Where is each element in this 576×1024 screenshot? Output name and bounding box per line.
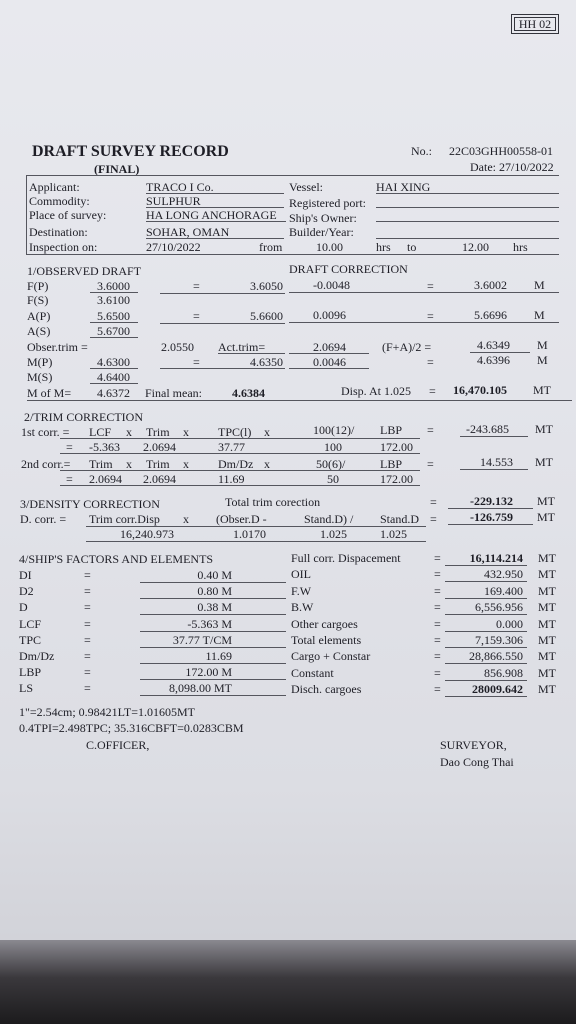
- first-100: 100: [324, 440, 342, 454]
- registered-label: Registered port:: [289, 196, 366, 210]
- fa2-underline: [470, 352, 530, 353]
- act-trim-value: 4.6350: [250, 355, 283, 369]
- commodity-label: Commodity:: [29, 194, 90, 208]
- factor-label: LBP: [19, 665, 42, 680]
- ap-value: 5.6500: [97, 309, 130, 323]
- observed-heading: 1/OBSERVED DRAFT: [27, 264, 142, 278]
- element-label: Cargo + Constar: [291, 649, 371, 664]
- applicant-label: Applicant:: [29, 180, 80, 194]
- element-equals: =: [434, 551, 441, 565]
- element-underline: [445, 696, 527, 697]
- inspection-label: Inspection on:: [29, 240, 98, 254]
- factor-value: 8,098.00 MT: [169, 681, 232, 696]
- density-heading: 3/DENSITY CORRECTION: [20, 497, 160, 511]
- first-trim-label: Trim: [146, 425, 170, 439]
- element-label: B.W: [291, 600, 314, 615]
- first-tpc-value: 37.77: [218, 440, 245, 454]
- factor-underline: [140, 614, 286, 615]
- factor-label: LCF: [19, 616, 42, 631]
- factor-value: 37.77 T/CM: [172, 632, 232, 647]
- factor-underline: [140, 598, 286, 599]
- fa2-label: (F+A)/2 =: [382, 340, 432, 354]
- element-value: 28009.642: [472, 682, 523, 697]
- document-title: DRAFT SURVEY RECORD: [32, 143, 229, 160]
- mp-underline: [90, 368, 138, 369]
- m-result: 4.6396: [477, 353, 510, 367]
- stand-d-label: Stand.D) /: [304, 512, 354, 526]
- hrs-label-2: hrs: [513, 240, 528, 254]
- stand-d2-label: Stand.D: [380, 512, 419, 526]
- second-lbp-value: 172.00: [380, 472, 413, 486]
- fa2-value: 4.6349: [477, 338, 510, 352]
- element-underline: [445, 614, 527, 615]
- factor-value: 0.38 M: [197, 600, 232, 615]
- second-50-6: 50(6)/: [316, 457, 346, 471]
- factor-underline: [140, 679, 286, 680]
- first-corr-label: 1st corr. =: [21, 425, 70, 439]
- dcorr-std-value: 1.025: [320, 527, 347, 541]
- second-dmdz-value: 11.69: [218, 472, 245, 486]
- total-trim-unit: MT: [537, 494, 555, 508]
- vessel-value: HAI XING: [376, 180, 431, 194]
- reference-box: HH 02: [511, 14, 559, 34]
- element-label: OIL: [291, 567, 311, 582]
- ms-label: M(S): [27, 370, 53, 384]
- observed-bottom-line: [27, 400, 572, 401]
- element-unit: MT: [538, 649, 556, 664]
- as-underline: [90, 337, 138, 338]
- factor-equals: =: [84, 600, 91, 615]
- place-label: Place of survey:: [29, 208, 107, 222]
- second-equals-2: =: [66, 472, 73, 486]
- element-equals: =: [434, 633, 441, 647]
- second-trim-label-2: Trim: [146, 457, 170, 471]
- dcorr-disp-value: 16,240.973: [120, 527, 174, 541]
- disp-label: Disp. At 1.025: [341, 384, 412, 398]
- chief-officer-label: C.OFFICER,: [86, 738, 150, 752]
- element-value: 0.000: [496, 616, 523, 631]
- fp-label: F(P): [27, 279, 49, 293]
- as-value: 5.6700: [97, 324, 130, 338]
- element-unit: MT: [538, 567, 556, 582]
- no-value: 22C03GHH00558-01: [449, 144, 553, 158]
- mp-value: 4.6300: [97, 355, 130, 369]
- document-subtitle: (FINAL): [94, 162, 140, 176]
- element-underline: [445, 581, 527, 582]
- destination-value: SOHAR, OMAN: [146, 225, 230, 239]
- element-underline: [445, 565, 527, 566]
- hrs-label-1: hrs: [376, 240, 391, 254]
- first-100-12: 100(12)/: [313, 423, 355, 437]
- element-equals: =: [434, 649, 441, 664]
- dcorr-x: x: [183, 512, 189, 526]
- first-corr-underline: [460, 436, 528, 437]
- act-trim-label: Act.trim=: [218, 340, 266, 354]
- first-equals-2: =: [66, 440, 73, 454]
- obser-d-label: (Obser.D -: [216, 512, 267, 526]
- surveyor-name: Dao Cong Thai: [440, 755, 514, 769]
- dcorr-obs-value: 1.0170: [233, 527, 266, 541]
- ms-value: 4.6400: [97, 370, 130, 384]
- factor-value: 172.00 M: [185, 665, 232, 680]
- date: Date: 27/10/2022: [470, 160, 554, 174]
- element-equals: =: [434, 567, 441, 582]
- dcorr-value: -126.759: [470, 510, 513, 524]
- final-mean-value: 4.6384: [232, 386, 265, 400]
- factor-underline: [140, 582, 286, 583]
- header-bottom-line: [26, 254, 559, 255]
- disp-equals: =: [429, 384, 436, 398]
- destination-underline: [146, 238, 284, 239]
- vessel-label: Vessel:: [289, 180, 323, 194]
- first-trim-value: 2.0694: [143, 440, 176, 454]
- second-lbp-label: LBP: [380, 457, 403, 471]
- element-unit: MT: [538, 583, 556, 598]
- factor-value: 11.69: [205, 649, 232, 663]
- element-underline: [445, 631, 527, 632]
- first-lcf-value: -5.363: [89, 440, 120, 454]
- fs-label: F(S): [27, 293, 49, 307]
- element-equals: =: [434, 616, 441, 631]
- factor-underline: [140, 647, 286, 648]
- first-equals: =: [427, 423, 434, 437]
- f-equals: =: [193, 279, 200, 293]
- second-dmdz-label: Dm/Dz: [218, 457, 254, 471]
- second-trim-value-1: 2.0694: [89, 472, 122, 486]
- mofm-value: 4.6372: [97, 386, 130, 400]
- second-corr-underline: [460, 469, 528, 470]
- trim-correction-underline: [289, 353, 369, 354]
- first-lbp-value: 172.00: [380, 440, 413, 454]
- disp-unit: MT: [533, 383, 551, 397]
- first-lbp-label: LBP: [380, 423, 403, 437]
- header-left-line: [26, 175, 27, 254]
- factor-equals: =: [84, 616, 91, 631]
- dcorr-equals: =: [430, 512, 437, 526]
- from-value: 10.00: [316, 240, 343, 254]
- dcorr-std-value-2: 1.025: [380, 527, 407, 541]
- element-underline: [445, 647, 527, 648]
- element-underline: [445, 663, 527, 664]
- second-values-line: [60, 485, 420, 486]
- factor-label: D: [19, 600, 28, 615]
- element-value: 169.400: [484, 583, 523, 598]
- act-trim-underline: [218, 353, 285, 354]
- conversion-line-1: 1"=2.54cm; 0.98421LT=1.01605MT: [19, 705, 195, 719]
- f-result-equals: =: [427, 279, 434, 293]
- element-equals: =: [434, 600, 441, 615]
- place-value: HA LONG ANCHORAGE: [146, 208, 277, 222]
- trim-corr-disp-label: Trim corr.Disp: [89, 512, 160, 526]
- dcorr-underline: [448, 524, 533, 525]
- a-correction-underline: [289, 322, 559, 323]
- conversion-line-2: 0.4TPI=2.498TPC; 35.316CBFT=0.0283CBM: [19, 721, 244, 735]
- element-equals: =: [434, 682, 441, 697]
- second-x-3: x: [264, 457, 270, 471]
- a-equals: =: [193, 309, 200, 323]
- first-values-line: [60, 453, 420, 454]
- background-floor: [0, 940, 576, 1024]
- f-result-unit: M: [534, 278, 545, 292]
- m-result-unit: M: [537, 353, 548, 367]
- applicant-value: TRACO I Co.: [146, 180, 214, 194]
- fa2-unit: M: [537, 338, 548, 352]
- obs-trim-value: 2.0550: [161, 340, 194, 354]
- element-value: 856.908: [484, 665, 523, 680]
- factor-value: -5.363 M: [187, 616, 232, 631]
- element-value: 432.950: [484, 567, 523, 582]
- total-trim-equals: =: [430, 495, 437, 509]
- element-label: Total elements: [291, 633, 362, 647]
- second-trim-value-2: 2.0694: [143, 472, 176, 486]
- f-correction: -0.0048: [313, 278, 350, 292]
- a-mean-underline: [160, 323, 285, 324]
- element-unit: MT: [538, 551, 556, 565]
- a-result-equals: =: [427, 309, 434, 323]
- element-label: Other cargoes: [291, 616, 358, 631]
- f-mean-value: 3.6050: [250, 279, 283, 293]
- element-equals: =: [434, 583, 441, 598]
- obs-trim-label: Obser.trim =: [27, 340, 88, 354]
- inspection-value: 27/10/2022: [146, 240, 201, 254]
- factor-equals: =: [84, 584, 91, 599]
- dcorr-values-line: [86, 541, 426, 542]
- factor-underline: [140, 631, 286, 632]
- f-mean-underline: [160, 293, 285, 294]
- ms-underline: [90, 383, 138, 384]
- as-label: A(S): [27, 324, 51, 338]
- factor-label: DI: [19, 568, 32, 582]
- owner-label: Ship's Owner:: [289, 211, 357, 225]
- a-result: 5.6696: [474, 308, 507, 322]
- element-unit: MT: [538, 682, 556, 697]
- owner-underline: [376, 221, 559, 222]
- dcorr-label: D. corr. =: [20, 512, 67, 526]
- fp-value: 3.6000: [97, 279, 130, 293]
- m-correction-underline: [289, 368, 369, 369]
- ap-underline: [90, 322, 138, 323]
- element-unit: MT: [538, 616, 556, 631]
- factor-underline: [140, 695, 286, 696]
- second-corr-value: 14.553: [480, 455, 513, 469]
- registered-underline: [376, 207, 559, 208]
- second-corr-label: 2nd corr.=: [21, 457, 71, 471]
- a-mean-value: 5.6600: [250, 309, 283, 323]
- factor-value: 0.80 M: [197, 584, 232, 599]
- second-x-1: x: [126, 457, 132, 471]
- final-mean-label: Final mean:: [145, 386, 202, 400]
- element-value: 7,159.306: [475, 633, 523, 647]
- total-trim-value: -229.132: [470, 494, 513, 508]
- mp-label: M(P): [27, 355, 53, 369]
- to-label: to: [407, 240, 417, 254]
- place-underline: [146, 221, 286, 222]
- builder-underline: [376, 238, 559, 239]
- destination-label: Destination:: [29, 225, 88, 239]
- a-result-unit: M: [534, 308, 545, 322]
- f-result: 3.6002: [474, 278, 507, 292]
- total-trim-underline: [448, 508, 533, 509]
- factor-underline: [140, 663, 286, 664]
- element-equals: =: [434, 665, 441, 680]
- m-equals: =: [193, 355, 200, 369]
- no-label: No.:: [411, 144, 432, 158]
- second-corr-unit: MT: [535, 455, 553, 469]
- factor-equals: =: [84, 649, 91, 663]
- element-unit: MT: [538, 633, 556, 647]
- first-x-2: x: [183, 425, 189, 439]
- surveyor-label: SURVEYOR,: [440, 738, 507, 752]
- element-label: Disch. cargoes: [291, 682, 362, 697]
- from-label: from: [259, 240, 283, 254]
- factor-value: 0.40 M: [197, 568, 232, 582]
- factor-equals: =: [84, 568, 91, 582]
- m-correction: 0.0046: [313, 355, 346, 369]
- builder-label: Builder/Year:: [289, 225, 354, 239]
- mofm-label: M of M=: [27, 386, 72, 400]
- disp-value: 16,470.105: [453, 383, 507, 397]
- first-tpc-label: TPC(l): [218, 425, 252, 439]
- factor-equals: =: [84, 665, 91, 680]
- element-value: 6,556.956: [475, 600, 523, 615]
- element-label: Full corr. Dispacement: [291, 551, 401, 565]
- element-underline: [445, 598, 527, 599]
- second-trim-label-1: Trim: [89, 457, 113, 471]
- factor-label: D2: [19, 584, 34, 599]
- commodity-value: SULPHUR: [146, 194, 201, 208]
- first-corr-unit: MT: [535, 422, 553, 436]
- ap-label: A(P): [27, 309, 51, 323]
- total-trim-label: Total trim corection: [225, 495, 321, 509]
- element-unit: MT: [538, 665, 556, 680]
- factor-equals: =: [84, 681, 91, 696]
- dcorr-unit: MT: [537, 510, 555, 524]
- vessel-underline: [376, 193, 559, 194]
- m-mean-underline: [160, 368, 285, 369]
- first-corr-value: -243.685: [466, 422, 509, 436]
- first-x-3: x: [264, 425, 270, 439]
- m-result-equals: =: [427, 355, 434, 369]
- correction-heading: DRAFT CORRECTION: [289, 262, 408, 276]
- element-value: 16,114.214: [469, 551, 523, 565]
- f-correction-underline: [289, 292, 559, 293]
- to-value: 12.00: [462, 240, 489, 254]
- fs-value: 3.6100: [97, 293, 130, 307]
- a-correction: 0.0096: [313, 308, 346, 322]
- trim-heading: 2/TRIM CORRECTION: [24, 410, 144, 424]
- factor-label: LS: [19, 681, 34, 696]
- second-equals: =: [427, 457, 434, 471]
- second-50: 50: [327, 472, 339, 486]
- first-x-1: x: [126, 425, 132, 439]
- first-formula-line: [60, 438, 420, 439]
- second-formula-line: [60, 470, 420, 471]
- element-value: 28,866.550: [469, 649, 523, 664]
- trim-correction: 2.0694: [313, 340, 346, 354]
- element-underline: [445, 680, 527, 681]
- header-top-line: [26, 175, 559, 176]
- factor-label: Dm/Dz: [19, 649, 55, 663]
- factor-label: TPC: [19, 632, 42, 647]
- second-x-2: x: [183, 457, 189, 471]
- element-unit: MT: [538, 600, 556, 615]
- factors-heading: 4/SHIP'S FACTORS AND ELEMENTS: [19, 552, 214, 566]
- first-lcf-label: LCF: [89, 425, 112, 439]
- element-label: Constant: [291, 665, 334, 680]
- factor-equals: =: [84, 632, 91, 647]
- element-label: F.W: [291, 583, 312, 598]
